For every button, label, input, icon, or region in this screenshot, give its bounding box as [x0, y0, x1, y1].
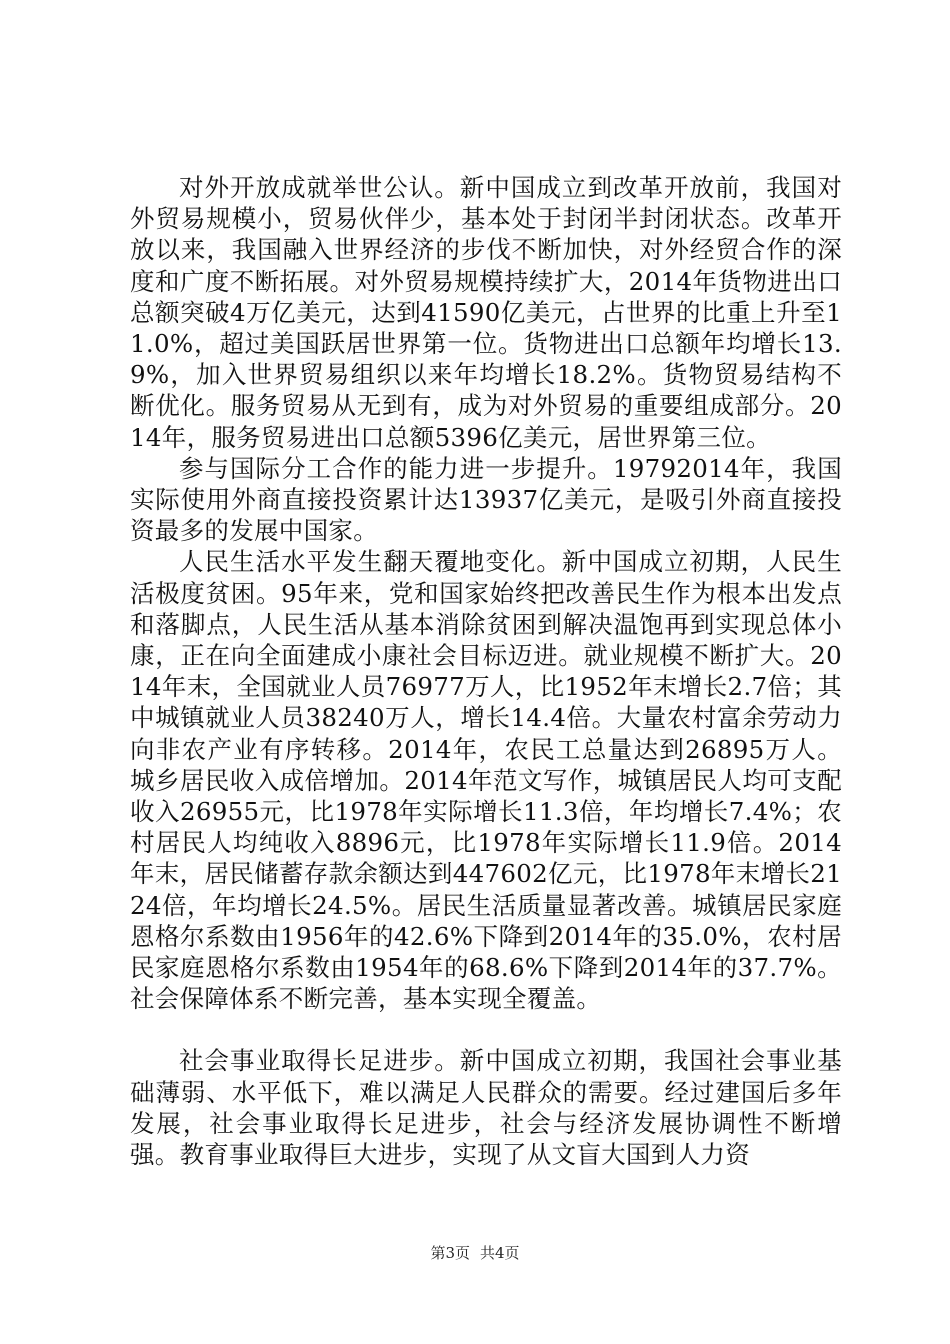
paragraph-foreign-trade: 对外开放成就举世公认。新中国成立到改革开放前，我国对外贸易规模小，贸易伙伴少，基本处于封闭半封闭状态。改革开放以来，我国融入世界经济的步伐不断加快，对外经贸合作的深度和广度不断拓展。对外贸易规模持续扩大，2014年货物进出口总额突破4万亿美元，达到41590亿美元，占世界的比重上升至11.0%，超过美国跃居世界第一位。货物进出口总额年均增长13.9%，加入世界贸易组织以来年均增长18.2%。货物贸易结构不断优化。服务贸易从无到有，成为对外贸易的重要组成部分。2014年，服务贸易进出口总额5396亿美元，居世界第三位。	[130, 173, 842, 452]
paragraph-living-standards: 人民生活水平发生翻天覆地变化。新中国成立初期，人民生活极度贫困。95年来，党和国家始终把改善民生作为根本出发点和落脚点，人民生活从基本消除贫困到解决温饱再到实现总体小康，正在向全面建成小康社会目标迈进。就业规模不断扩大。2014年末，全国就业人员76977万人，比1952年末增长2.7倍；其中城镇就业人员38240万人，增长14.4倍。大量农村富余劳动力向非农产业有序转移。2014年，农民工总量达到26895万人。城乡居民收入成倍增加。2014年范文写作，城镇居民人均可支配收入26955元，比1978年实际增长11.3倍，年均增长7.4%；农村居民人均纯收入8896元，比1978年实际增长11.9倍。2014年末，居民储蓄存款余额达到447602亿元，比1978年末增长2124倍，年均增长24.5%。居民生活质量显著改善。城镇居民家庭恩格尔系数由1956年的42.6%下降到2014年的35.0%，农村居民家庭恩格尔系数由1954年的68.6%下降到2014年的37.7%。社会保障体系不断完善，基本实现全覆盖。	[130, 547, 842, 1014]
page-number: 第3页	[430, 1244, 470, 1262]
paragraph-international-cooperation: 参与国际分工合作的能力进一步提升。19792014年，我国实际使用外商直接投资累计达13937亿美元，是吸引外商直接投资最多的发展中国家。	[130, 453, 842, 546]
page-total: 共4页	[480, 1244, 520, 1262]
paragraph-social-development: 社会事业取得长足进步。新中国成立初期，我国社会事业基础薄弱、水平低下，难以满足人民群众的需要。经过建国后多年发展，社会事业取得长足进步，社会与经济发展协调性不断增强。教育事业取得巨大进步，实现了从文盲大国到人力资	[130, 1046, 842, 1170]
body-text	[130, 172, 842, 1170]
page-footer	[0, 1243, 950, 1263]
